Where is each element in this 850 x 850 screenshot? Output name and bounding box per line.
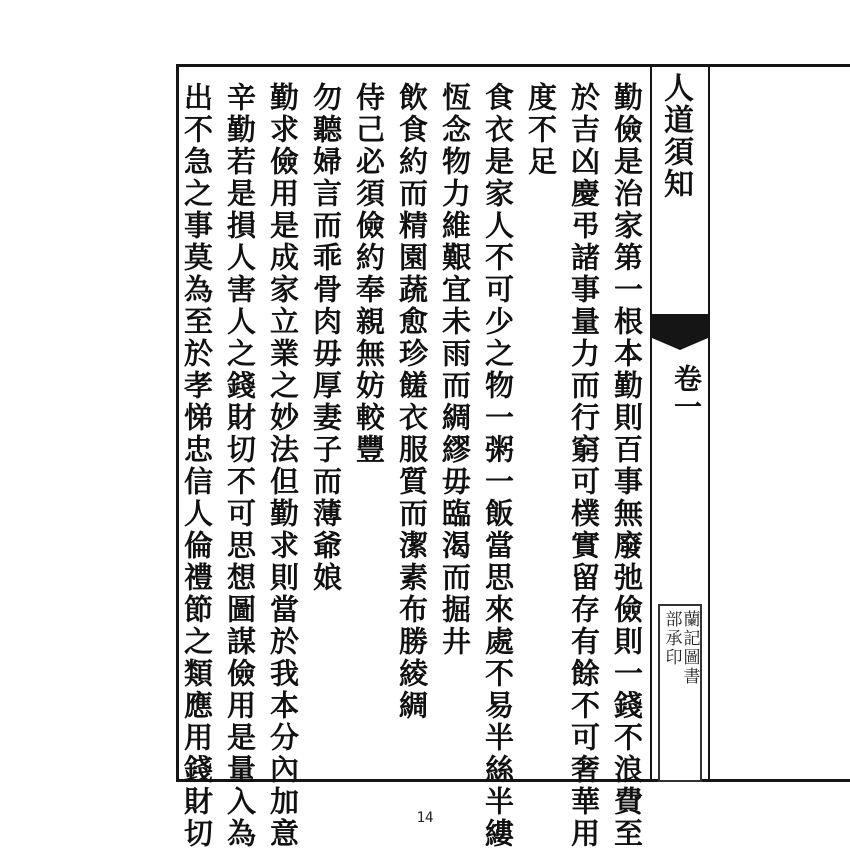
text-column: 飲食約而精園蔬愈珍饈衣服質而潔素布勝綾綢: [395, 82, 429, 722]
text-column: 度不足: [524, 82, 558, 178]
text-column: 侍己必須儉約奉親無妨較豐: [352, 82, 386, 466]
text-column: 勤求儉用是成家立業之妙法但勤求則當於我本分內加意: [266, 82, 300, 850]
seal-text: 部承印: [661, 610, 682, 667]
text-column: 於吉凶慶弔諸事量力而行窮可樸實留存有餘不可奢華用: [567, 82, 601, 850]
text-column: 食衣是家人不可少之物一粥一飯當思來處不易半絲半縷: [481, 82, 515, 850]
seal-text: 蘭記圖書: [679, 610, 700, 686]
publisher-seal: [658, 604, 702, 782]
fish-tail-mark-icon: [652, 314, 708, 338]
text-column: 勤儉是治家第一根本勤則百事無廢弛儉則一錢不浪費至: [610, 82, 644, 850]
text-column: 勿聽婦言而乖骨肉毋厚妻子而薄爺娘: [309, 82, 343, 594]
volume-mark: 卷一: [670, 364, 703, 420]
page-number: 14: [416, 810, 434, 826]
text-column: 出不急之事莫為至於孝悌忠信人倫禮節之類應用錢財切: [180, 82, 214, 850]
text-column: 辛勤若是損人害人之錢財切不可思想圖謀儉用是量入為: [223, 82, 257, 850]
margin-title: 人道須知: [658, 72, 693, 200]
text-column: 恆念物力維艱宜未雨而綢繆毋臨渴而掘井: [438, 82, 472, 658]
